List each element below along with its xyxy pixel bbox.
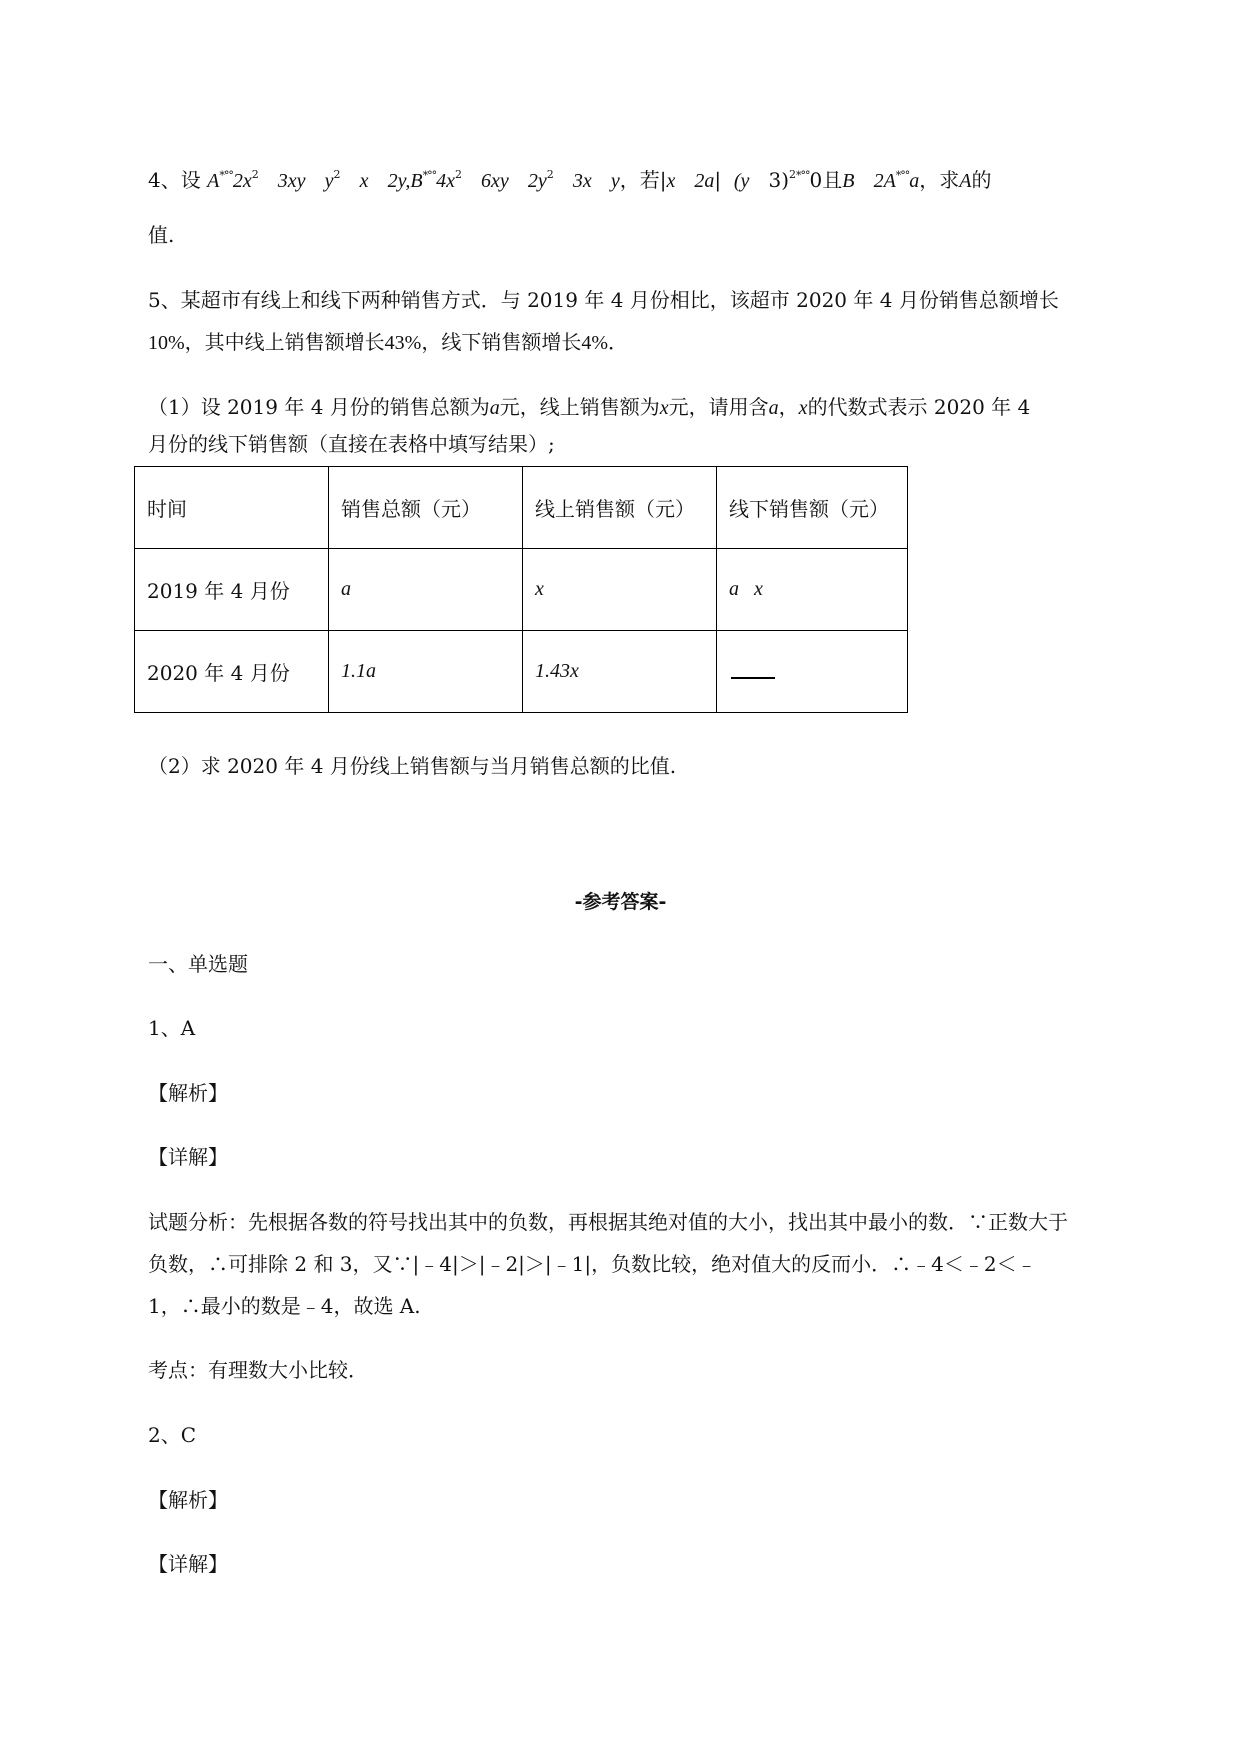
table-cell: 1.43x [523,631,717,713]
knowledge-point: 考点：有理数大小比较． [148,1358,368,1382]
q4-line1: 4、设 $A^{*^\circ^\circ}2x^2$ 3xy $y^2$ x $2y,B^{*^\circ^\circ}4x^2$ 6xy $2y^2$ 3x y，若|x 2a| (y 3)$^{2*^\circ^\circ}$0且B 2A*°°a，求A的 [148,168,992,192]
answers-title: -参考答案- [574,891,667,913]
q5-part2: （2）求 2020 年 4 月份线上销售额与当月销售总额的比值. [148,754,677,778]
table-header-cell: 线下销售额（元） [717,467,908,549]
detail-label-1: 【详解】 [148,1145,228,1169]
table-cell: 1.1a [329,631,523,713]
answer-blank [731,667,775,679]
table-header-cell: 销售总额（元） [329,467,523,549]
answer-blank-cell [717,631,908,713]
q5-line1: 5、某超市有线上和线下两种销售方式．与 2019 年 4 月份相比，该超市 2020 年 4 月份销售总额增长 [148,288,1059,312]
table-header-cell: 线上销售额（元） [523,467,717,549]
table-cell: x [523,549,717,631]
q5-part1-line2: 月份的线下销售额（直接在表格中填写结果）; [148,432,555,456]
q4-line2: 值. [148,223,175,247]
sales-table [134,466,908,713]
analysis-text-line1: 试题分析：先根据各数的符号找出其中的负数，再根据其绝对值的大小，找出其中最小的数．∵正数大于 [148,1210,1068,1234]
analysis-text-line2: 负数，∴可排除 2 和 3，又∵|﹣4|＞|﹣2|＞|﹣1|，负数比较，绝对值大的反而小．∴﹣4＜﹣2＜﹣ [148,1252,1037,1276]
answer-2: 2、C [148,1423,197,1447]
table-cell: 2020 年 4 月份 [135,631,329,713]
analysis-text-line3: 1，∴最小的数是﹣4，故选 A. [148,1294,421,1318]
detail-label-2: 【详解】 [148,1552,228,1576]
table-cell: a [329,549,523,631]
analysis-label-2: 【解析】 [148,1488,228,1512]
section-heading: 一、单选题 [148,952,248,976]
answer-1: 1、A [148,1016,196,1040]
table-header-cell: 时间 [135,467,329,549]
q5-line2: 10%，其中线上销售额增长43%，线下销售额增长4%． [148,330,629,354]
table-row [135,631,908,713]
table-cell: a x [717,549,908,631]
analysis-label-1: 【解析】 [148,1081,228,1105]
table-header-row [135,467,908,549]
q5-part1-line1: （1）设 2019 年 4 月份的销售总额为a元，线上销售额为x元，请用含a，x的代数式表示 2020 年 4 [148,395,1031,419]
table-cell: 2019 年 4 月份 [135,549,329,631]
table-row [135,549,908,631]
